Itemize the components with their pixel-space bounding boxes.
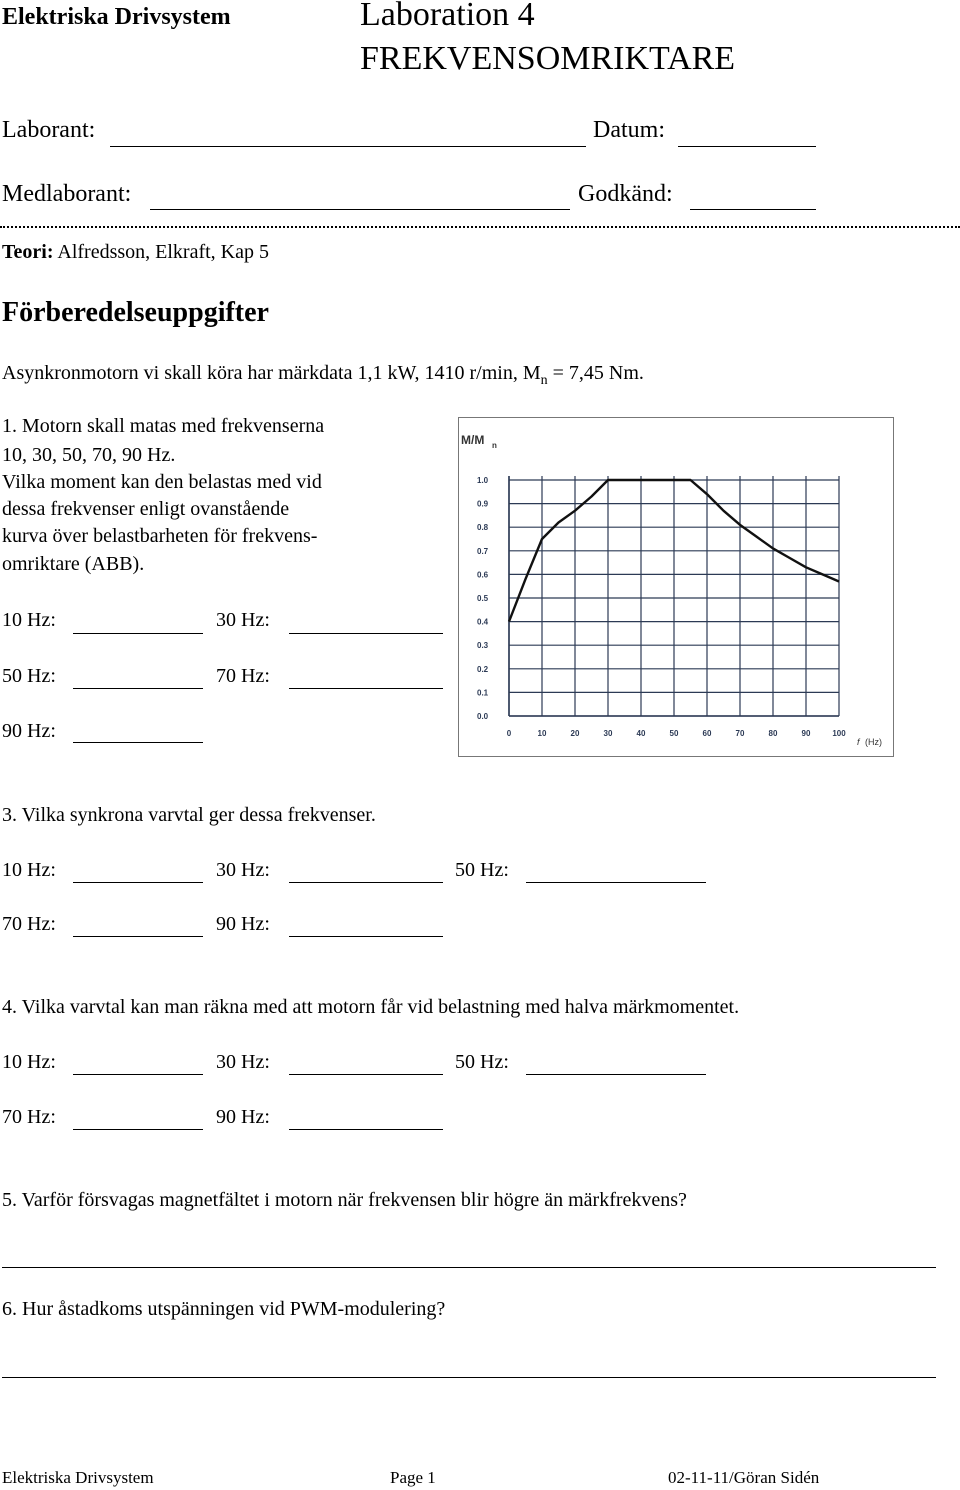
theory-label: Teori: [2,241,54,263]
q1-line-2: 10, 30, 50, 70, 90 Hz. [2,444,176,466]
datum-label: Datum: [593,117,665,143]
intro-after: = 7,45 Nm. [547,362,644,384]
q1-answer-10[interactable] [73,633,203,634]
q1-answer-50[interactable] [73,688,203,689]
theory-line [2,241,269,264]
q1-answer-90[interactable] [73,742,203,743]
datum-field[interactable] [678,146,816,147]
q4-label-50: 50 Hz: [455,1051,509,1073]
divider [0,226,960,228]
chart-ylabel: M/M [461,433,485,447]
lab-subtitle: FREKVENSOMRIKTARE [360,40,736,77]
q3-label-30: 30 Hz: [216,859,270,881]
q1-line-4: dessa frekvenser enligt ovanstående [2,498,290,520]
q4-answer-10[interactable] [73,1074,203,1075]
q1-answer-30[interactable] [289,633,443,634]
y-tick-label: 0.8 [477,523,489,533]
footer-left: Elektriska Drivsystem [2,1468,154,1487]
godkand-field[interactable] [690,209,816,210]
q4-label-10: 10 Hz: [2,1051,56,1073]
q1-label-90: 90 Hz: [2,720,56,742]
q3-label-50: 50 Hz: [455,859,509,881]
lab-title: Laboration 4 [360,0,535,33]
y-tick-label: 0.6 [477,570,489,580]
intro-before: Asynkronmotorn vi skall köra har märkdata 1,1 kW, 1410 r/min, M [2,362,541,384]
x-tick-label: 10 [537,729,547,738]
x-tick-label: 20 [570,729,580,738]
intro-sub: n [540,373,548,388]
q3-label-70: 70 Hz: [2,913,56,935]
theory-text: Alfredsson, Elkraft, Kap 5 [57,241,270,263]
load-capacity-chart [458,417,894,757]
godkand-label: Godkänd: [578,181,673,207]
q1-label-70: 70 Hz: [216,665,270,687]
q1-line-5: kurva över belastbarheten för frekvens- [2,525,318,547]
x-tick-label: 40 [636,729,646,738]
q4-answer-50[interactable] [526,1074,706,1075]
q3-text: 3. Vilka synkrona varvtal ger dessa frekvenser. [2,804,376,826]
chart-svg [459,418,893,756]
y-tick-label: 0.1 [477,688,489,698]
q6-text: 6. Hur åstadkoms utspänningen vid PWM-modulering? [2,1298,446,1320]
q3-answer-10[interactable] [73,882,203,883]
q1-line-6: omriktare (ABB). [2,553,145,575]
x-tick-label: 60 [702,729,712,738]
medlaborant-label: Medlaborant: [2,181,132,207]
q6-answer-line[interactable] [2,1377,936,1378]
q1-answer-70[interactable] [289,688,443,689]
x-tick-label: 50 [669,729,679,738]
y-tick-label: 0.2 [477,664,489,674]
q3-answer-70[interactable] [73,936,203,937]
q4-label-70: 70 Hz: [2,1106,56,1128]
chart-xlabel: f [857,737,860,747]
course-title: Elektriska Drivsystem [2,4,231,30]
q5-answer-line[interactable] [2,1267,936,1268]
q4-answer-90[interactable] [289,1129,443,1130]
x-tick-label: 90 [801,729,811,738]
q3-label-10: 10 Hz: [2,859,56,881]
laborant-label: Laborant: [2,117,96,143]
q1-label-10: 10 Hz: [2,609,56,631]
q3-answer-50[interactable] [526,882,706,883]
q4-label-90: 90 Hz: [216,1106,270,1128]
medlaborant-field[interactable] [150,209,570,210]
q1-line-1: 1. Motorn skall matas med frekvenserna [2,415,325,437]
chart-ylabel-sub: n [492,441,497,450]
x-tick-label: 100 [832,729,846,738]
q1-label-30: 30 Hz: [216,609,270,631]
y-tick-label: 0.9 [477,499,489,509]
y-tick-label: 1.0 [477,476,489,485]
intro-text [2,362,644,389]
laborant-field[interactable] [110,146,586,147]
y-tick-label: 0.0 [477,712,489,721]
y-tick-label: 0.4 [477,617,489,627]
q3-answer-90[interactable] [289,936,443,937]
x-tick-label: 70 [735,729,745,738]
q5-text: 5. Varför försvagas magnetfältet i motorn när frekvensen blir högre än märkfrekvens? [2,1189,687,1211]
footer-page: Page 1 [390,1468,436,1487]
footer-right: 02-11-11/Göran Sidén [668,1468,820,1487]
q1-label-50: 50 Hz: [2,665,56,687]
q4-text: 4. Vilka varvtal kan man räkna med att motorn får vid belastning med halva märkmomentet. [2,996,740,1018]
q3-label-90: 90 Hz: [216,913,270,935]
q4-label-30: 30 Hz: [216,1051,270,1073]
x-tick-label: 80 [768,729,778,738]
chart-xunit: (Hz) [865,737,882,747]
x-tick-label: 30 [603,729,613,738]
y-tick-label: 0.3 [477,641,489,651]
x-tick-label: 0 [506,729,512,738]
q4-answer-30[interactable] [289,1074,443,1075]
section-title: Förberedelseuppgifter [2,297,269,328]
y-tick-label: 0.7 [477,546,489,556]
q3-answer-30[interactable] [289,882,443,883]
y-tick-label: 0.5 [477,594,489,603]
q4-answer-70[interactable] [73,1129,203,1130]
q1-line-3: Vilka moment kan den belastas med vid [2,471,322,493]
